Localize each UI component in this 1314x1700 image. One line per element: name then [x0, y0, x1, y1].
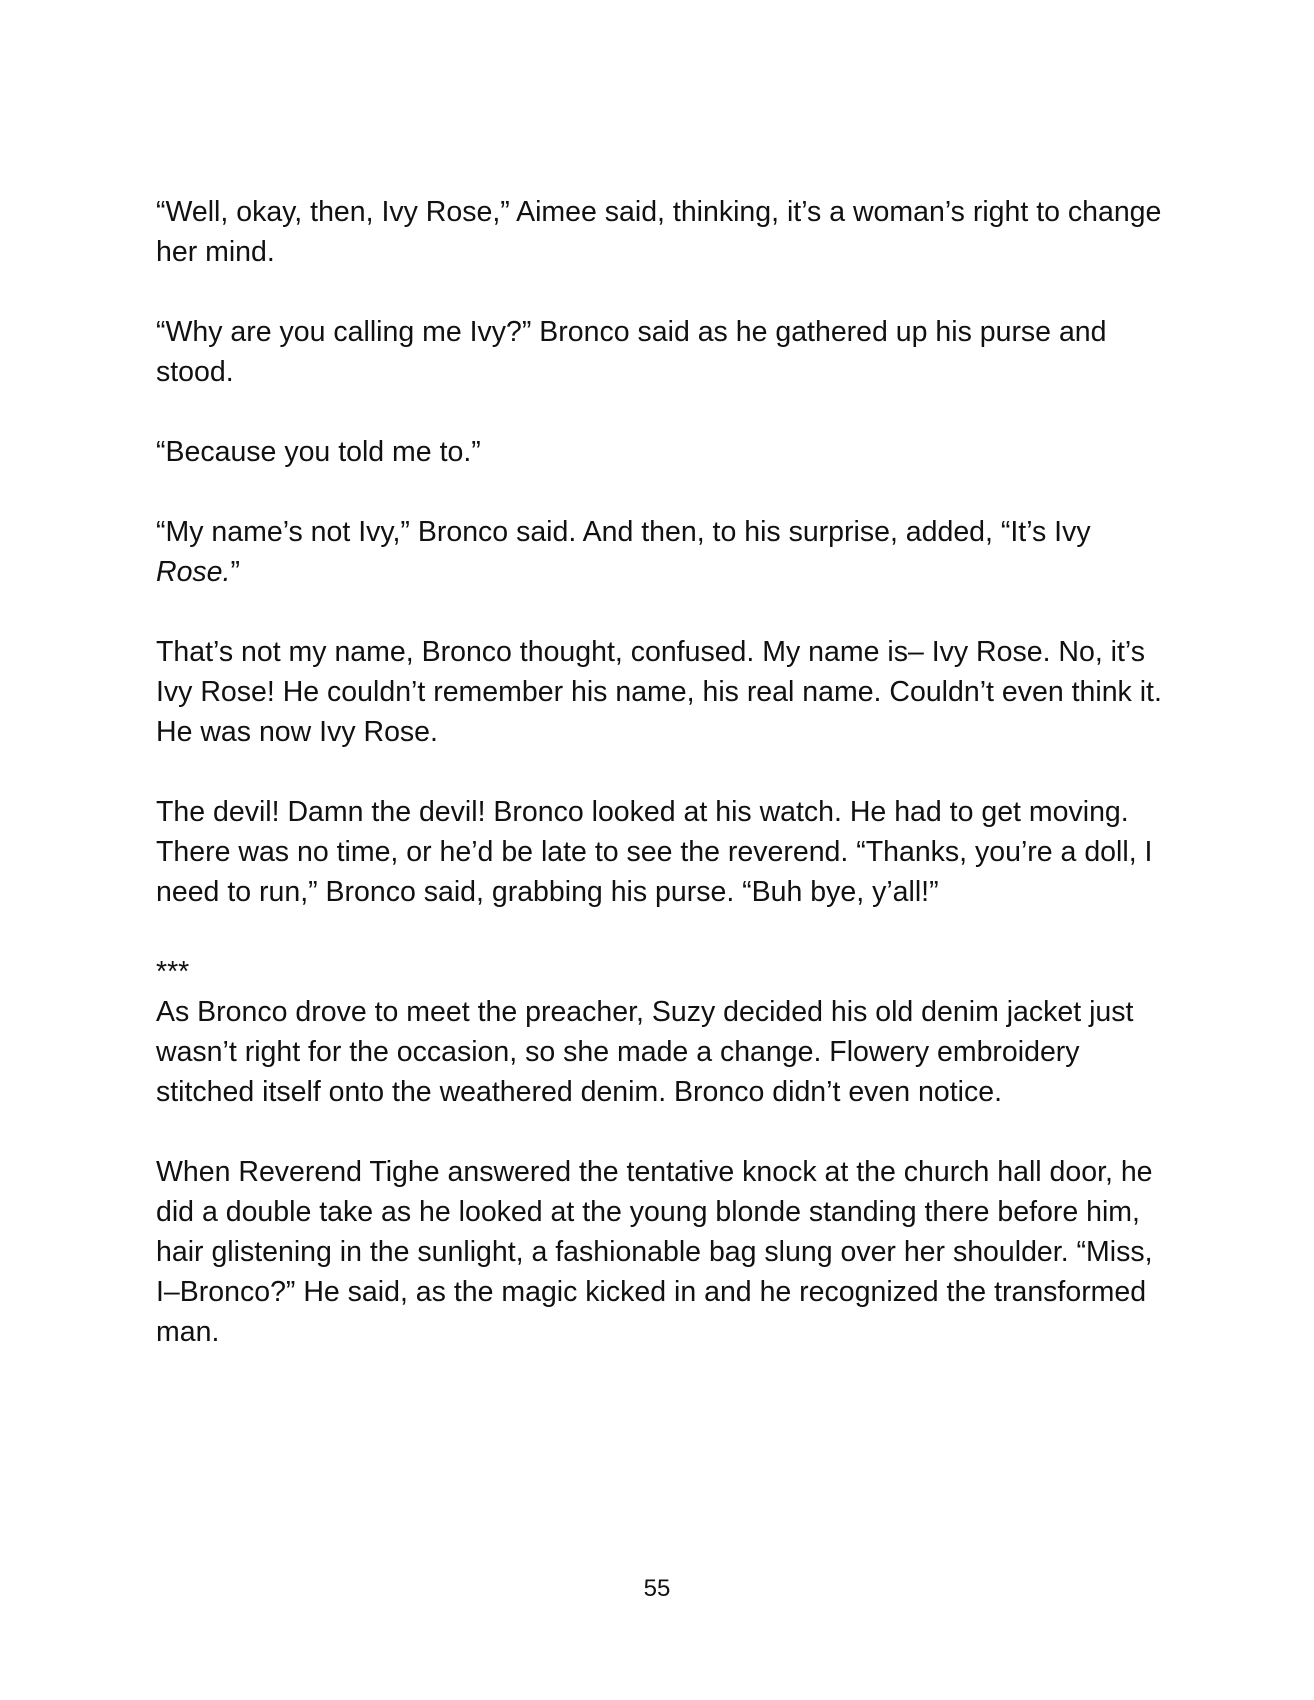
page-number: 55	[643, 1575, 671, 1602]
paragraph-1: “Well, okay, then, Ivy Rose,” Aimee said, thinking, it’s a woman’s right to change her mind.	[156, 196, 1162, 268]
paragraph-4-italic: Rose.	[156, 556, 231, 588]
paragraph-5: That’s not my name, Bronco thought, confused. My name is– Ivy Rose. No, it’s Ivy Rose! He couldn’t remember his name, his real name. Couldn’t even think it. He was now Ivy Rose.	[156, 636, 1162, 748]
scene-separator: ***	[156, 956, 190, 988]
paragraph-6: The devil! Damn the devil! Bronco looked at his watch. He had to get moving. There was no time, or he’d be late to see the reverend. “Thanks, you’re a doll, I need to run,” Bronco said, grabbing his purse. “Buh bye, y’all!”	[156, 796, 1153, 908]
paragraph-8: When Reverend Tighe answered the tentative knock at the church hall door, he did a double take as he looked at the young blonde standing there before him, hair glistening in the sunlight, a fashionable bag slung over her shoulder. “Miss, I–Bronco?” He said, as the magic kicked in and he recognized the transformed man.	[156, 1156, 1153, 1348]
paragraph-7: As Bronco drove to meet the preacher, Suzy decided his old denim jacket just wasn’t right for the occasion, so she made a change. Flowery embroidery stitched itself onto the weathered denim. Bronco didn’t even notice.	[156, 996, 1134, 1108]
body-text	[156, 192, 1166, 1352]
paragraph-3: “Because you told me to.”	[156, 436, 481, 468]
paragraph-4	[156, 512, 1166, 592]
paragraph-4-text: “My name’s not Ivy,” Bronco said. And then, to his surprise, added, “It’s Ivy	[156, 516, 1091, 548]
paragraph-2: “Why are you calling me Ivy?” Bronco said as he gathered up his purse and stood.	[156, 316, 1107, 388]
paragraph-4-closing-quote: ”	[230, 556, 240, 588]
